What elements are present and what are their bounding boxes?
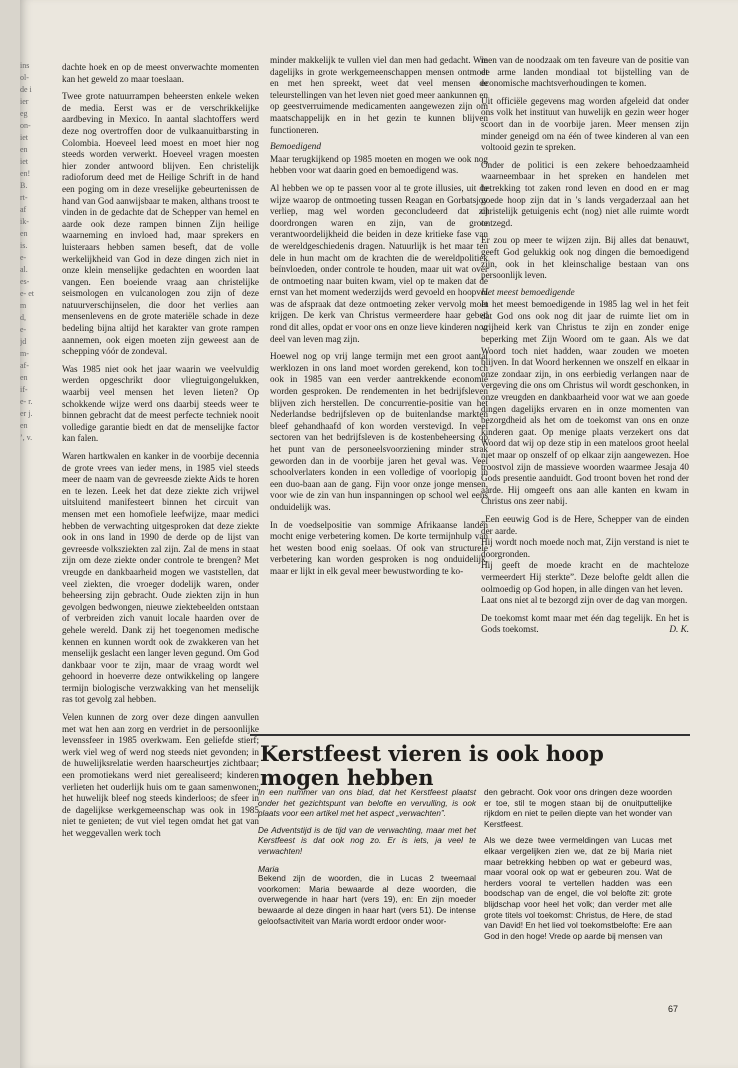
author-signature: D. K.: [669, 624, 689, 635]
paragraph: In de voedselpositie van sommige Afrikaanse landen mocht enige verbetering komen. De korte termijnhulp van het westen bood enig soelaas. Of ook van structurele verbetering kan worden gesproken is nog onduidelijk, maar er lijkt in elk geval meer bewustwording te ko-: [270, 519, 488, 576]
quote-line: Hij wordt noch moede noch mat, Zijn verstand is niet te doorgronden.: [481, 537, 689, 559]
article-column-2: [484, 788, 672, 948]
article-headline: Kerstfeest vieren is ook hoop mogen hebben: [260, 741, 604, 790]
paragraph: den gebracht. Ook voor ons dringen deze woorden er toe, stil te mogen staan bij de onuitputtelijke rijkdom en niet te peilen diepte van het wonder van Kerstfeest.: [484, 788, 672, 829]
bible-quote: [481, 514, 689, 607]
section-heading-meest-bemoedigende: Het meest bemoedigende: [481, 287, 575, 298]
column-1: [62, 62, 259, 846]
section-heading-bemoedigend: Bemoedigend: [270, 142, 322, 153]
article-column-1: [258, 788, 476, 933]
closing-text: De toekomst komt maar met één dag tegelijk. En het is Gods toekomst.: [481, 612, 689, 635]
paragraph: Er zou op meer te wijzen zijn. Bij alles dat benauwt, geeft God gelukkig ook nog dingen die bemoedigend zijn, ook in het kleinschalige bestaan van ons persoonlijk leven.: [481, 235, 689, 281]
paragraph: Uit officiële gegevens mag worden afgeleid dat onder ons volk het instituut van huwelijk en gezin weer hoger scoort dan in de voorbije jaren. Meer mensen zijn minder geneigd om na één of twee kinderen al van een voltooid gezin te spreken.: [481, 95, 689, 153]
paragraph: Twee grote natuurrampen beheersten enkele weken de media. Eerst was er de verschrikkelijke aardbeving in Mexico. In aantal slachtoffers werd deze nog overtroffen door de vulkaanuitbarsting in Colombia. Hoeveel leed moest en moet hier nog steeds worden verwerkt. Hoeveel vragen moesten hier zonder antwoord blijven. Een christelijk radioforum deed met de Heilige Schrift in de hand een poging om in deze vreselijke gebeurtenissen de hand van God aanwijsbaar te maken, althans troost te vinden in de gedachte dat de Schepper van hemel en aarde ook deze rampen binnen Zijn heilige waarneming en invloed had, maar sprekers en luisteraars hebben samen beseft, dat de volle werkelijkheid van God in deze dingen zich niet in onze klein menselijke gedachten en woorden laat vangen. Een boeiende vraag aan christelijke seismologen en vulcanologen zou zijn of deze natuurverschijnselen, die door het verlies aan mensenlevens en de grote materiële schade in deze bedeling bijna altijd het karakter van grote rampen aannemen, ook eigen moeten zijn geweest aan de schepping vóór de zondeval.: [62, 91, 259, 357]
closing-paragraph: [481, 613, 689, 636]
paragraph: men van de noodzaak om ten faveure van de positie van de arme landen mondiaal tot bijstelling van de economische machtsverhoudingen te komen.: [481, 55, 689, 89]
paragraph: Al hebben we op te passen voor al te grote illusies, uit de wijze waarop de ontmoeting tussen Reagan en Gorbatsjov verliep, mag wel worden geconcludeerd dat zij doordrongen waren en zijn, van de grote verantwoordelijkheid die beiden in deze kritieke fase van de wereldgeschiedenis dragen. Natuurlijk is het maar ten dele in hun macht om de krachten die de wereldpolitiek beïnvloeden, onder controle te houden, maar uit wat over de ontmoeting naar buiten kwam, viel op te maken dat de ernst van het moment wederzijds werd gevoeld en hoopvol was de afspraak dat deze ontmoeting zeker vervolg moet krijgen. De kerk van Christus vermeerdere haar gebed rond dit alles, opdat er voor ons en onze lieve kinderen nog deel van leven mag zijn.: [270, 182, 488, 344]
column-2: [270, 55, 488, 584]
paragraph: Hoewel nog op vrij lange termijn met een groot aantal werklozen in ons land moet worden gerekend, kon toch ook in 1985 van een verder aantrekkende economie worden gesproken. De rendementen in het bedrijfsleven blijven zich herstellen. De concurrentie-positie van het Nederlandse bedrijfsleven op de buitenlandse markten bleef gehandhaafd of kon worden verstevigd. In veel sectoren van het bedrijfsleven is de kostenbeheersing op het punt van de personeelsvoorziening minder strak geworden dan in de voorbije jaren het geval was. Veel schoolverlaters konden in een volledige of voorlopig in een duo-baan aan de gang. Fijn voor onze jonge mensen, voor wie de zin van hun inspanningen op school wel eens onduidelijk was.: [270, 351, 488, 512]
previous-page-gutter: ins ol- de i ier eg on- iet en iet en! B. rt- af ik- en is. e- al. es- e- et m d, e- jd m- af- en if- e- r. er j. en ’, v.: [20, 61, 34, 442]
subhead-maria: Maria: [258, 863, 279, 874]
column-3: [481, 55, 689, 642]
paragraph: Bekend zijn de woorden, die in Lucas 2 tweemaal voorkomen: Maria bewaarde al deze woorden, die overwegende in haar hart (vers 19), en: En zijn moeder bewaarde al deze dingen in haar hart (vers 51). De intense geloofsactiviteit van Maria wordt erdoor onder woor-: [258, 874, 476, 926]
paragraph: In het meest bemoedigende in 1985 lag wel in het feit dat God ons ook nog dit jaar de ruimte liet om in vrijheid kerk van Christus te zijn en zonder enige beperking met Zijn Woord om te gaan. Als we dat Woord toch niet hadden, waar zouden we moeten blijven. In dat Woord herkennen we onszelf en elkaar in onze zondaar zijn, in ons eerbiedig verlangen naar de vergeving die ons om Christus wil wordt geschonken, in onze vreugden en dankbaarheid voor wat we aan goede dingen dagelijks ervaren en in onze momenten van bezorgdheid als het om de toekomst van ons en onze kinderen gaat. Op menige plaats verzekert ons dat Woord dat wij op deze stip in een mateloos groot heelal niet maar op onszelf of op elkaar zijn aangewezen. Hoe troostvol zijn de massieve woorden waarmee Jesaja 40 Gods presentie aanduidt. God troont boven het rond der aarde. Hij omgeeft ons aan alle kanten en kwam in Christus ons zeer nabij.: [481, 299, 689, 507]
lede-paragraph: In een nummer van ons blad, dat het Kerstfeest plaatst onder het gezichtspunt van belofte en vervulling, is ook plaats voor een artikel met het aspect „verwachten”.: [258, 788, 476, 819]
paragraph: minder makkelijk te vullen viel dan men had gedacht. Wie dagelijks in grote werkgemeenschappen mensen ontmoet en met hen spreekt, weet dat veel mensen de teleurstellingen van het leven niet goed meer aankunnen en op geestverruimende medicamenten aangewezen zijn om maatschappelijk en in het gezin te kunnen blijven functioneren.: [270, 55, 488, 135]
page-number: 67: [668, 1004, 679, 1014]
paragraph: Waren hartkwalen en kanker in de voorbije decennia de grote vrees van ieder mens, in 1985 viel steeds meer de naam van de gevreesde ziekte Aids te horen en te lezen. Leek het dat deze ziekte zich vrijwel uitsluitend manifesteert binnen het circuit van mensen met een homofiele leefwijze, maar medici hebben de verwachting uitgesproken dat deze ziekte ook in ons land in 1990 de derde op de lijst van gevreesde volksziekten zal zijn. Zal de mens in staat zijn om deze ziekte onder controle te brengen? Met vreugde en dankbaarheid mogen we vaststellen, dat veel ziekten, die vroeger dodelijk waren, onder beheersing zijn gebracht. Oude ziekten zijn in hun gevolgen bedwongen, nieuwe ziektebeelden ontstaan of verbreiden zich vanuit locale haarden over de gehele wereld. Dank zij het toegenomen medische kennen en kunnen wordt ook de zwakkeren van het menselijk geslacht een langer leven gegund. Om God dankbaar voor te zijn, maar de vraag wordt wel gehoord in hoeverre deze ontwikkeling op langere termijn biologische verzwakking van het menselijk ras tot gevolg zal hebben.: [62, 451, 259, 705]
quote-line: „Een eeuwig God is de Here, Schepper van de einden der aarde.: [481, 513, 689, 536]
article-rule: [250, 734, 690, 736]
lede-paragraph: De Adventstijd is de tijd van de verwachting, maar met het Kerstfeest is dat ook nog zo. Er is iets, ja veel te verwachten!: [258, 825, 476, 856]
paragraph: dachte hoek en op de meest onverwachte momenten kan het geweld zo maar toeslaan.: [62, 62, 259, 84]
quote-line: Laat ons niet al te bezorgd zijn over de dag van morgen.: [481, 595, 688, 606]
paragraph: Onder de politici is een zekere behoedzaamheid waarneembaar in het spreken en handelen met betrekking tot zaken rond leven en dood en er mag goede hoop zijn dat in 's lands vergaderzaal aan het christelijk getuigenis echt (nog) niet alle ruimte wordt ontzegd.: [481, 159, 689, 228]
paragraph: Was 1985 niet ook het jaar waarin we veelvuldig werden opgeschrikt door vliegtuigongelukken, waarbij veel mensen het leven lieten? Op schokkende wijze werd ons daarbij steeds weer te binnen gebracht dat de meest perfecte techniek nooit volledige garantie biedt en dat de menselijke factor kan falen.: [62, 363, 259, 444]
paragraph: Maar terugkijkend op 1985 moeten en mogen we ook nog hebben voor wat daarin goed en bemoedigend was.: [270, 153, 488, 176]
paragraph: Velen kunnen de zorg over deze dingen aanvullen met wat hen aan zorg en verdriet in de persoonlijke levenssfeer in 1985 overkwam. Een geliefde stierf; werk viel weg of werd nog steeds niet gevonden; in de huwelijksrelatie werden haarscheurtjes zichtbaar; een promotiekans werd niet gerealiseerd; kinderen verlieten het ouderlijk huis om te gaan samenwonen; het huwelijk bleef nog steeds kinderloos; de sfeer in de dagelijkse werkgemeenschap was ook in 1985 niet te genieten; de vut viel tegen omdat het gat van het weggevallen werk toch: [62, 712, 259, 838]
quote-line: Hij geeft de moede kracht en de machteloze vermeerdert Hij sterkte”. Deze belofte geldt allen die oolmoedig op God hopen, in alle dingen van het leven.: [481, 560, 689, 594]
paragraph: Als we deze twee vermeldingen van Lucas met elkaar vergelijken zien we, dat ze bij Maria niet maar betrekking hebben op wat er gebeurd was, maar vooral ook op wat er gebeuren zou. Wat de herders vooral te vertellen hadden was een boodschap van de engel, die vol belofte zit: grote blijdschap voor heel het volk; dan verder met alle grote titels vol toekomst: Christus, de Here, de stad van David! En het lied vol toekomstbelofte: Ere aan God in den hoge! Vrede op aarde bij mensen van: [484, 836, 672, 941]
